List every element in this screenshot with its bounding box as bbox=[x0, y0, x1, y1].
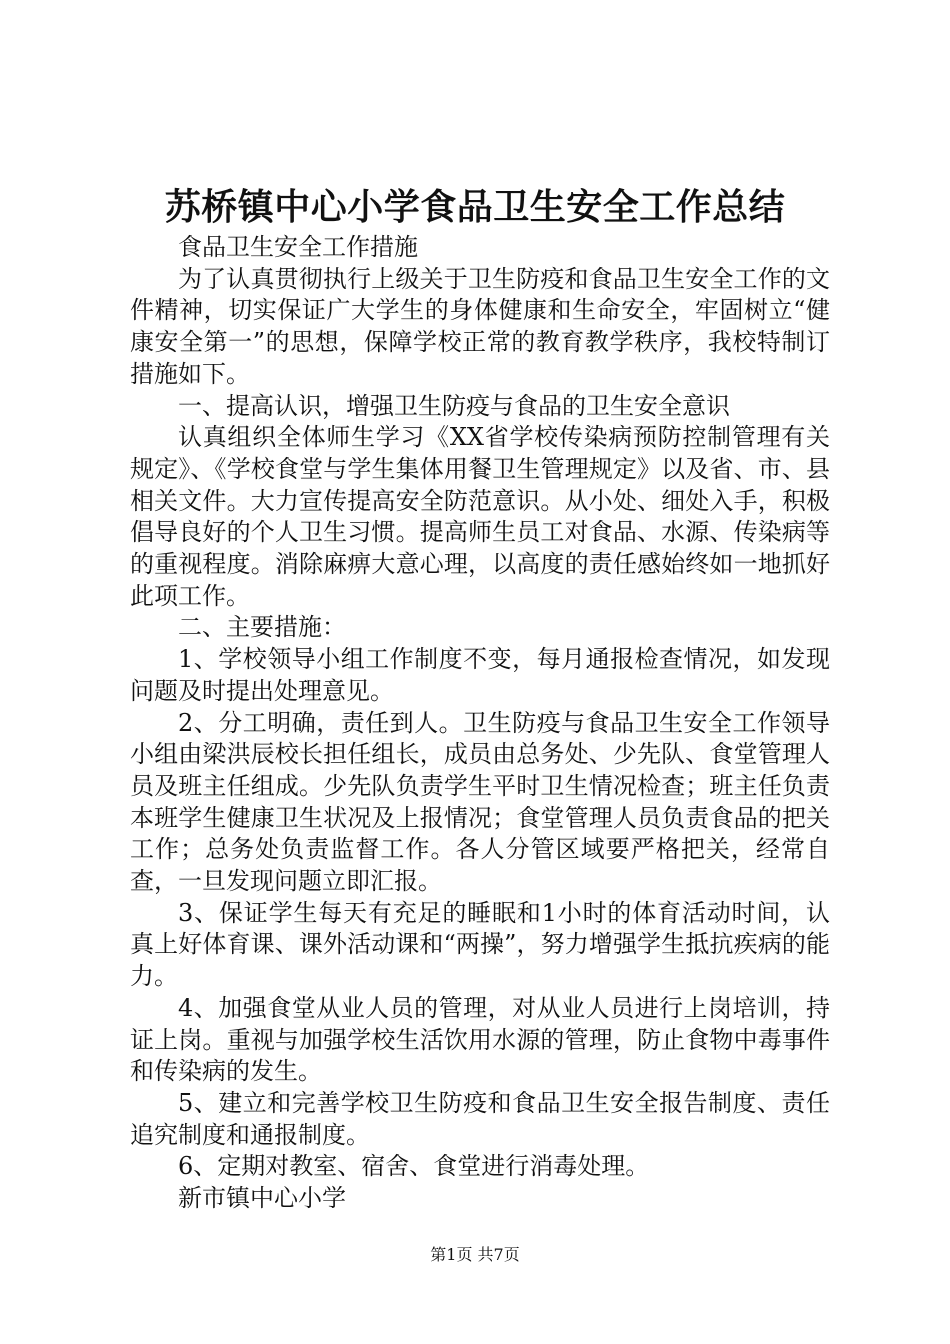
measure-item: 5、建立和完善学校卫生防疫和食品卫生安全报告制度、责任追究制度和通报制度。 bbox=[130, 1088, 830, 1149]
measure-item: 4、加强食堂从业人员的管理，对从业人员进行上岗培训，持证上岗。重视与加强学校生活饮用水源的管理，防止食物中毒事件和传染病的发生。 bbox=[130, 993, 830, 1086]
measure-item: 6、定期对教室、宿舍、食堂进行消毒处理。 bbox=[178, 1152, 650, 1181]
section-heading: 二、主要措施： bbox=[178, 613, 346, 642]
section-heading: 食品卫生安全工作措施 bbox=[178, 233, 418, 261]
section-heading: 一、提高认识，增强卫生防疫与食品的卫生安全意识 bbox=[178, 391, 730, 420]
measure-item: 1、学校领导小组工作制度不变，每月通报检查情况，如发现问题及时提出处理意见。 bbox=[130, 645, 830, 705]
measure-item: 3、保证学生每天有充足的睡眠和1小时的体育活动时间，认真上好体育课、课外活动课和“两操”，努力增强学生抵抗疾病的能力。 bbox=[130, 898, 830, 991]
intro-paragraph: 为了认真贯彻执行上级关于卫生防疫和食品卫生安全工作的文件精神，切实保证广大学生的身体健康和生命安全，牢固树立“健康安全第一”的思想，保障学校正常的教育教学秩序，我校特制订措施如下。 bbox=[130, 264, 830, 388]
body-paragraph: 认真组织全体师生学习《XX省学校传染病预防控制管理有关规定》、《学校食堂与学生集体用餐卫生管理规定》以及省、市、县相关文件。大力宣传提高安全防范意识。从小处、细处入手，积极倡导良好的个人卫生习惯。提高师生员工对食品、水源、传染病等的重视程度。消除麻痹大意心理，以高度的责任感始终如一地抓好此项工作。 bbox=[130, 423, 830, 610]
page-indicator: 第1页 共7页 bbox=[430, 1245, 520, 1264]
document-title: 苏桥镇中心小学食品卫生安全工作总结 bbox=[164, 186, 786, 228]
signature-line: 新市镇中心小学 bbox=[178, 1184, 346, 1213]
measure-item: 2、分工明确，责任到人。卫生防疫与食品卫生安全工作领导小组由梁洪辰校长担任组长，成员由总务处、少先队、食堂管理人员及班主任组成。少先队负责学生平时卫生情况检查；班主任负责本班学生健康卫生状况及上报情况；食堂管理人员负责食品的把关工作；总务处负责监督工作。各人分管区域要严格把关，经常自查，一旦发现问题立即汇报。 bbox=[130, 708, 830, 896]
document-body bbox=[130, 232, 830, 1215]
